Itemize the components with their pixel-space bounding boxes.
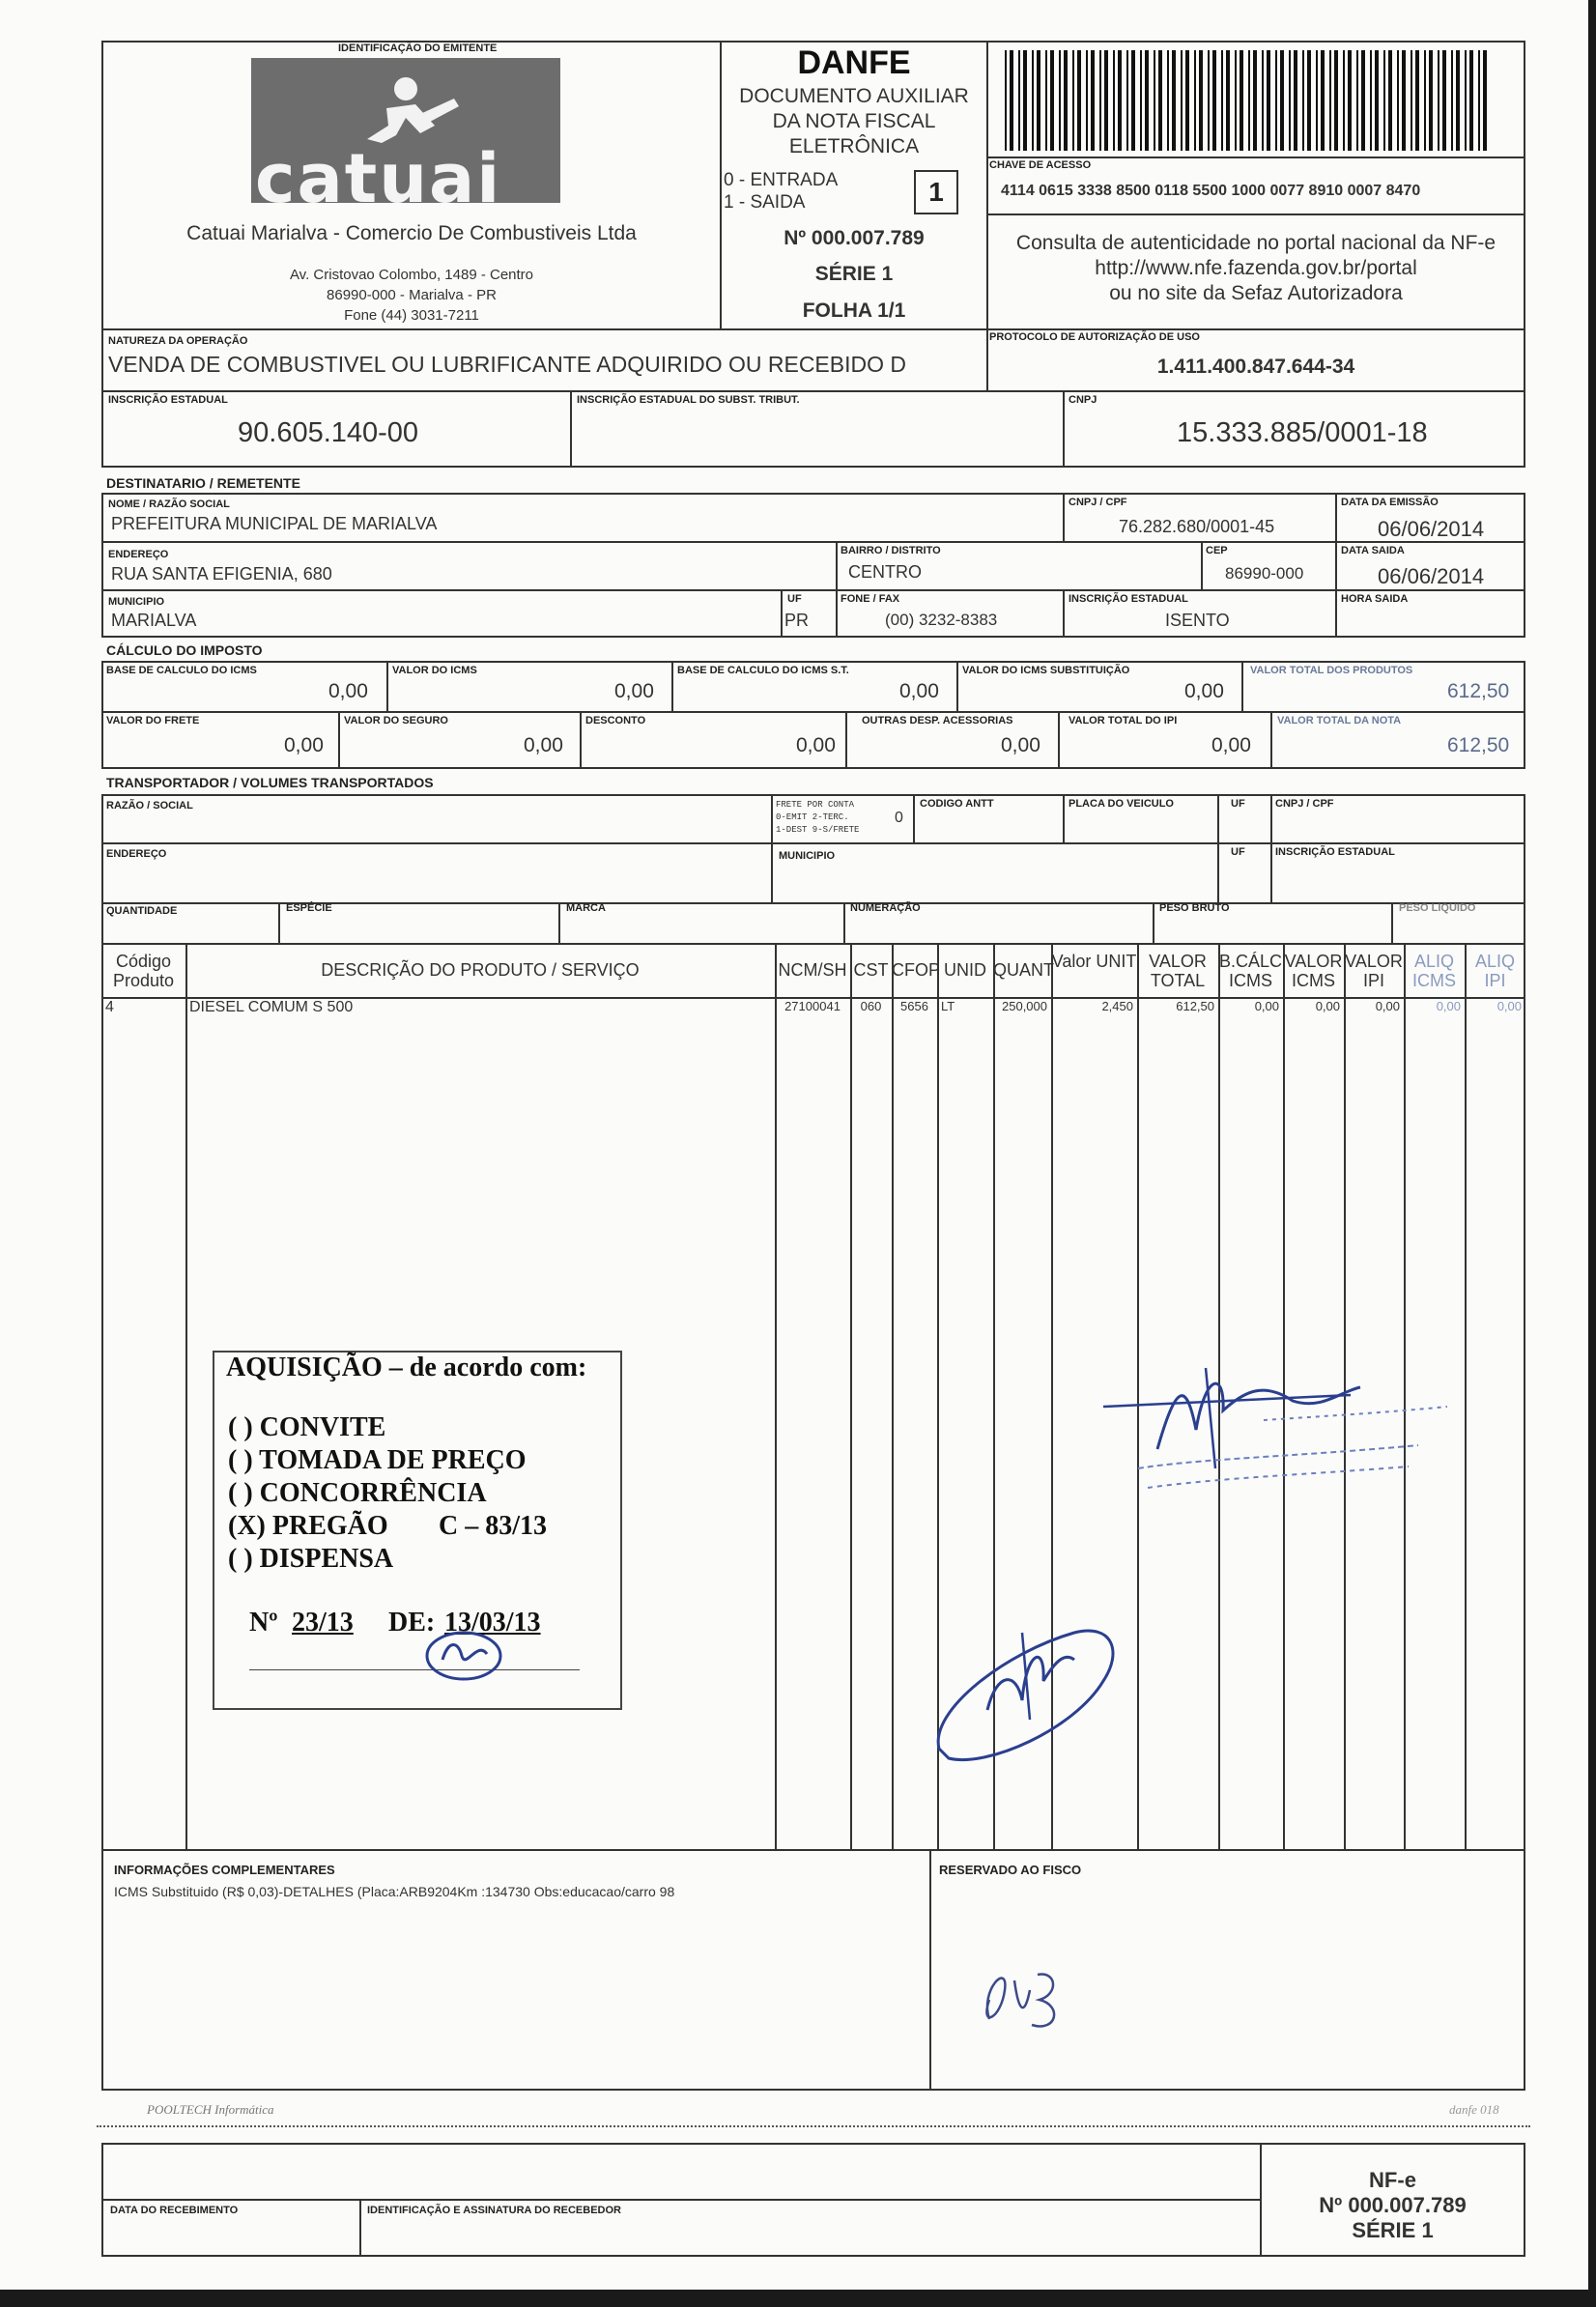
col-valor-unit-header: Valor UNIT xyxy=(1051,952,1137,971)
barcode-bar xyxy=(1104,50,1108,151)
barcode-bar xyxy=(1370,50,1372,151)
cep-label: CEP xyxy=(1206,545,1228,556)
natureza-label: NATUREZA DA OPERAÇÃO xyxy=(108,335,248,347)
dest-cnpj-label: CNPJ / CPF xyxy=(1069,497,1127,508)
endereco-label: ENDEREÇO xyxy=(108,549,169,560)
entrada-label: 0 - ENTRADA xyxy=(724,170,839,190)
barcode-bar xyxy=(1478,50,1480,151)
signature-oval-icon xyxy=(929,1594,1123,1768)
barcode-bar xyxy=(1018,50,1020,151)
aquisicao-de-label: DE: xyxy=(388,1608,436,1638)
col-bc-icms-cell: 0,00 xyxy=(1254,999,1279,1013)
handwritten-mark-icon xyxy=(970,1951,1076,2038)
col-valor-ipi-cell: 0,00 xyxy=(1375,999,1400,1013)
dest-ie-label: INSCRIÇÃO ESTADUAL xyxy=(1069,593,1188,605)
saida-label: 1 - SAIDA xyxy=(724,192,806,213)
barcode-bar xyxy=(1185,50,1189,151)
ipi-label: VALOR TOTAL DO IPI xyxy=(1069,715,1178,726)
col-cst-cell: 060 xyxy=(860,999,882,1013)
v-st-label: VALOR DO ICMS SUBSTITUIÇÃO xyxy=(962,665,1130,676)
fisco-label: RESERVADO AO FISCO xyxy=(939,1863,1082,1877)
aquisicao-pregao-num: C – 83/13 xyxy=(439,1511,547,1541)
barcode-bar xyxy=(1023,50,1027,151)
ie-st-label: INSCRIÇÃO ESTADUAL DO SUBST. TRIBUT. xyxy=(577,394,800,406)
bc-icms-label: BASE DE CALCULO DO ICMS xyxy=(106,665,257,676)
dest-nome-label: NOME / RAZÃO SOCIAL xyxy=(108,498,230,510)
barcode-bar xyxy=(1208,50,1210,151)
barcode-bar xyxy=(1294,50,1297,151)
col-cfop-header: CFOP xyxy=(892,960,941,980)
transp-cnpj-label: CNPJ / CPF xyxy=(1275,798,1334,810)
razao-label: RAZÃO / SOCIAL xyxy=(106,800,193,812)
column-divider xyxy=(892,943,894,1851)
danfe-sub1: DOCUMENTO AUXILIAR xyxy=(739,85,969,107)
col-cfop-cell: 5656 xyxy=(900,999,928,1013)
barcode-bar xyxy=(1415,50,1419,151)
barcode-bar xyxy=(1113,50,1115,151)
barcode-bar xyxy=(1289,50,1291,151)
rubrica-stamp-icon xyxy=(423,1627,510,1685)
barcode-bar xyxy=(1072,50,1074,151)
col-aliq-icms-cell: 0,00 xyxy=(1436,999,1461,1013)
barcode-bar xyxy=(1221,50,1223,151)
col-bc-icms-header: B.CÁLC ICMS xyxy=(1218,952,1283,990)
col-codigo-cell: 4 xyxy=(105,999,114,1015)
col-valor-icms-header: VALOR ICMS xyxy=(1284,952,1343,990)
especie-label: ESPÉCIE xyxy=(286,902,332,914)
barcode-bar xyxy=(1226,50,1230,151)
data-recebimento-label: DATA DO RECEBIMENTO xyxy=(110,2205,239,2216)
aquisicao-dispensa: ( ) DISPENSA xyxy=(228,1544,394,1574)
saida-date-label: DATA SAIDA xyxy=(1341,545,1405,556)
col-descricao-header: DESCRIÇÃO DO PRODUTO / SERVIÇO xyxy=(321,960,640,980)
barcode-bar xyxy=(1465,50,1467,151)
danfe-sub2: DA NOTA FISCAL xyxy=(772,110,936,132)
v-prod: 612,50 xyxy=(1447,680,1510,702)
barcode-bar xyxy=(1375,50,1379,151)
bairro-value: CENTRO xyxy=(848,562,922,582)
transp-endereco-label: ENDEREÇO xyxy=(106,848,167,860)
imposto-section: CÁLCULO DO IMPOSTO xyxy=(106,642,263,658)
tear-line xyxy=(97,2125,1530,2127)
col-valor-unit-cell: 2,450 xyxy=(1101,999,1133,1013)
bc-st-label: BASE DE CALCULO DO ICMS S.T. xyxy=(677,665,849,676)
desconto-label: DESCONTO xyxy=(585,715,646,726)
col-quant-cell: 250,000 xyxy=(1002,999,1047,1013)
numeracao-label: NUMERAÇÃO xyxy=(850,902,921,914)
frete-label: VALOR DO FRETE xyxy=(106,715,200,726)
barcode-bar xyxy=(1356,50,1358,151)
aquisicao-num: 23/13 xyxy=(292,1608,354,1638)
barcode-bar xyxy=(1059,50,1061,151)
consulta-line3: ou no site da Sefaz Autorizadora xyxy=(1109,282,1403,304)
barcode-bar xyxy=(1329,50,1331,151)
frete-modalidade: 0 xyxy=(895,810,903,826)
assinatura-label: IDENTIFICAÇÃO E ASSINATURA DO RECEBEDOR xyxy=(367,2205,621,2216)
transp-uf2-label: UF xyxy=(1231,846,1245,858)
barcode-bar xyxy=(1343,50,1345,151)
barcode-bar xyxy=(1438,50,1439,151)
ie-value: 90.605.140-00 xyxy=(238,417,419,448)
barcode-bar xyxy=(1172,50,1176,151)
municipio-label: MUNICIPIO xyxy=(108,596,165,608)
antt-label: CODIGO ANTT xyxy=(920,798,994,810)
barcode-bar xyxy=(1199,50,1203,151)
outras-value: 0,00 xyxy=(1001,734,1040,756)
barcode-bar xyxy=(1316,50,1318,151)
barcode-bar xyxy=(1086,50,1088,151)
barcode-bar xyxy=(1469,50,1473,151)
col-valor-total-cell: 612,50 xyxy=(1176,999,1214,1013)
barcode-bar xyxy=(1099,50,1101,151)
barcode-bar xyxy=(1050,50,1054,151)
aquisicao-concorrencia: ( ) CONCORRÊNCIA xyxy=(228,1478,487,1508)
canhoto-nfe: NF-e xyxy=(1369,2168,1416,2192)
barcode-bar xyxy=(1429,50,1433,151)
barcode-bar xyxy=(1077,50,1081,151)
barcode-bar xyxy=(1275,50,1277,151)
company-address: Av. Cristovao Colombo, 1489 - Centro xyxy=(289,267,534,283)
barcode-bar xyxy=(1158,50,1162,151)
endereco-value: RUA SANTA EFIGENIA, 680 xyxy=(111,564,332,584)
nota-value: 612,50 xyxy=(1447,734,1510,756)
nf-serie: SÉRIE 1 xyxy=(814,263,894,285)
danfe-title: DANFE xyxy=(797,44,911,81)
consulta-line2: http://www.nfe.fazenda.gov.br/portal xyxy=(1095,257,1417,279)
barcode-bar xyxy=(1321,50,1325,151)
barcode-bar xyxy=(1091,50,1095,151)
col-codigo-header: Código Produto xyxy=(112,952,175,990)
tipo-box: 1 xyxy=(914,170,958,214)
barcode-bar xyxy=(1240,50,1243,151)
barcode-bar xyxy=(1010,50,1013,151)
bc-icms: 0,00 xyxy=(328,680,368,702)
emissao-value: 06/06/2014 xyxy=(1378,517,1485,541)
protocolo-label: PROTOCOLO DE AUTORIZAÇÃO DE USO xyxy=(989,331,1200,343)
cep-value: 86990-000 xyxy=(1225,564,1304,583)
bairro-label: BAIRRO / DISTRITO xyxy=(841,545,941,556)
emitente-label: IDENTIFICAÇÃO DO EMITENTE xyxy=(338,43,498,54)
barcode-bar xyxy=(1045,50,1047,151)
transp-ie-label: INSCRIÇÃO ESTADUAL xyxy=(1275,846,1395,858)
transp-uf-label: UF xyxy=(1231,798,1245,810)
company-cep: 86990-000 - Marialva - PR xyxy=(327,287,497,303)
aquisicao-tomada: ( ) TOMADA DE PREÇO xyxy=(228,1445,527,1475)
barcode-bar xyxy=(1388,50,1392,151)
chave-label: CHAVE DE ACESSO xyxy=(989,159,1092,171)
barcode-bar xyxy=(1402,50,1406,151)
col-aliq-ipi-cell: 0,00 xyxy=(1496,999,1522,1013)
v-icms: 0,00 xyxy=(614,680,654,702)
v-st: 0,00 xyxy=(1184,680,1224,702)
barcode-bar xyxy=(1005,50,1007,151)
dest-ie-value: ISENTO xyxy=(1165,611,1230,630)
barcode-bar xyxy=(1064,50,1068,151)
barcode-bar xyxy=(1424,50,1426,151)
barcode-bar xyxy=(1253,50,1257,151)
fone-value: (00) 3232-8383 xyxy=(885,611,998,629)
peso-bruto-label: PESO BRUTO xyxy=(1159,902,1230,914)
col-unid-cell: LT xyxy=(941,999,955,1013)
barcode-bar xyxy=(1167,50,1169,151)
col-valor-total-header: VALOR TOTAL xyxy=(1149,952,1207,990)
barcode-bar xyxy=(1181,50,1183,151)
col-aliq-ipi-header: ALIQ IPI xyxy=(1474,952,1516,990)
column-divider xyxy=(775,943,777,1851)
destinatario-section: DESTINATARIO / REMETENTE xyxy=(106,475,300,491)
barcode-bar xyxy=(1248,50,1250,151)
col-ncm-header: NCM/SH xyxy=(778,960,847,980)
barcode-bar xyxy=(1267,50,1270,151)
barcode-bar xyxy=(1302,50,1304,151)
bc-st: 0,00 xyxy=(899,680,939,702)
barcode-bar xyxy=(1280,50,1284,151)
company-logo xyxy=(251,58,560,218)
aquisicao-pregao: (X) PREGÃO xyxy=(228,1511,388,1541)
barcode-bar xyxy=(1361,50,1365,151)
aquisicao-de: 13/03/13 xyxy=(444,1608,541,1638)
barcode-bar xyxy=(1307,50,1311,151)
outras-label: OUTRAS DESP. ACESSORIAS xyxy=(862,715,1013,726)
transporte-section: TRANSPORTADOR / VOLUMES TRANSPORTADOS xyxy=(106,775,434,790)
hora-label: HORA SAIDA xyxy=(1341,593,1409,605)
cnpj-label: CNPJ xyxy=(1069,394,1097,406)
col-cst-header: CST xyxy=(853,960,889,980)
barcode-bar xyxy=(1037,50,1040,151)
software-credit: POOLTECH Informática xyxy=(147,2102,274,2117)
nf-folha: FOLHA 1/1 xyxy=(802,299,906,322)
fone-label: FONE / FAX xyxy=(841,593,900,605)
nf-number: Nº 000.007.789 xyxy=(784,227,925,249)
barcode-bar xyxy=(1456,50,1460,151)
barcode-bar xyxy=(1235,50,1237,151)
peso-liquido-label: PESO LIQUIDO xyxy=(1399,902,1476,914)
barcode xyxy=(1005,50,1497,151)
cnpj-value: 15.333.885/0001-18 xyxy=(1177,417,1428,448)
qtd-label: QUANTIDADE xyxy=(106,905,178,917)
marca-label: MARCA xyxy=(566,902,606,914)
info-label: INFORMAÇÕES COMPLEMENTARES xyxy=(114,1863,335,1877)
saida-date-value: 06/06/2014 xyxy=(1378,564,1485,588)
barcode-bar xyxy=(1442,50,1446,151)
barcode-bar xyxy=(1411,50,1412,151)
barcode-bar xyxy=(1126,50,1128,151)
col-descricao-cell: DIESEL COMUM S 500 xyxy=(189,999,354,1015)
aquisicao-num-label: Nº xyxy=(249,1608,278,1638)
col-valor-ipi-header: VALOR IPI xyxy=(1345,952,1403,990)
seguro-label: VALOR DO SEGURO xyxy=(344,715,448,726)
chave-acesso: 4114 0615 3338 8500 0118 5500 1000 0077 8910 0007 8470 xyxy=(1001,183,1421,199)
frete-por-conta-1: FRETE POR CONTA xyxy=(776,800,855,810)
barcode-bar xyxy=(1212,50,1216,151)
col-aliq-icms-header: ALIQ ICMS xyxy=(1412,952,1456,990)
col-quant-header: QUANT xyxy=(993,960,1054,980)
barcode-bar xyxy=(1145,50,1149,151)
desconto-value: 0,00 xyxy=(796,734,836,756)
emissao-label: DATA DA EMISSÃO xyxy=(1341,497,1439,508)
protocolo-value: 1.411.400.847.644-34 xyxy=(1156,356,1355,378)
barcode-bar xyxy=(1262,50,1264,151)
column-divider xyxy=(185,943,187,1851)
dest-cnpj: 76.282.680/0001-45 xyxy=(1119,517,1275,536)
dest-nome: PREFEITURA MUNICIPAL DE MARIALVA xyxy=(111,514,438,533)
consulta-line1: Consulta de autenticidade no portal nacional da NF-e xyxy=(1015,232,1496,254)
col-ncm-cell: 27100041 xyxy=(784,999,841,1013)
danfe-version: danfe 018 xyxy=(1449,2102,1499,2117)
barcode-bar xyxy=(1334,50,1338,151)
frete-value: 0,00 xyxy=(284,734,324,756)
uf-label: UF xyxy=(787,593,802,605)
column-divider xyxy=(850,943,852,1851)
aquisicao-convite: ( ) CONVITE xyxy=(228,1412,386,1442)
barcode-bar xyxy=(1131,50,1135,151)
uf-value: PR xyxy=(784,611,810,630)
v-prod-label: VALOR TOTAL DOS PRODUTOS xyxy=(1250,665,1413,676)
col-valor-icms-cell: 0,00 xyxy=(1315,999,1340,1013)
natureza-value: VENDA DE COMBUSTIVEL OU LUBRIFICANTE ADQUIRIDO OU RECEBIDO D xyxy=(108,352,907,377)
placa-label: PLACA DO VEICULO xyxy=(1069,798,1174,810)
danfe-sub3: ELETRÔNICA xyxy=(788,135,920,157)
canhoto-numero: Nº 000.007.789 xyxy=(1319,2193,1467,2217)
barcode-bar xyxy=(1194,50,1196,151)
ipi-value: 0,00 xyxy=(1211,734,1251,756)
barcode-bar xyxy=(1154,50,1155,151)
nota-label: VALOR TOTAL DA NOTA xyxy=(1277,715,1402,726)
barcode-bar xyxy=(1140,50,1142,151)
company-phone: Fone (44) 3031-7211 xyxy=(344,307,479,324)
barcode-bar xyxy=(1383,50,1385,151)
barcode-bar xyxy=(1397,50,1399,151)
seguro-value: 0,00 xyxy=(524,734,563,756)
ie-label: INSCRIÇÃO ESTADUAL xyxy=(108,394,228,406)
frete-por-conta-2: 0-EMIT 2-TERC. xyxy=(776,812,849,822)
signature-stamp-icon xyxy=(1099,1353,1476,1507)
municipio-value: MARIALVA xyxy=(111,611,197,630)
aquisicao-title: AQUISIÇÃO – de acordo com: xyxy=(226,1353,587,1382)
barcode-bar xyxy=(1348,50,1352,151)
barcode-bar xyxy=(1483,50,1487,151)
v-icms-label: VALOR DO ICMS xyxy=(392,665,477,676)
canhoto-serie: SÉRIE 1 xyxy=(1352,2218,1434,2242)
frete-por-conta-3: 1-DEST 9-S/FRETE xyxy=(776,825,860,835)
logo-text: catuai xyxy=(255,139,502,218)
barcode-bar xyxy=(1118,50,1122,151)
company-name: Catuai Marialva - Comercio De Combustiveis Ltda xyxy=(186,222,637,244)
transp-municipio-label: MUNICIPIO xyxy=(779,850,836,862)
barcode-bar xyxy=(1451,50,1453,151)
barcode-bar xyxy=(1032,50,1034,151)
info-value: ICMS Substituido (R$ 0,03)-DETALHES (Placa:ARB9204Km :134730 Obs:educacao/carro 98 xyxy=(114,1884,675,1899)
col-unid-header: UNID xyxy=(944,960,986,980)
